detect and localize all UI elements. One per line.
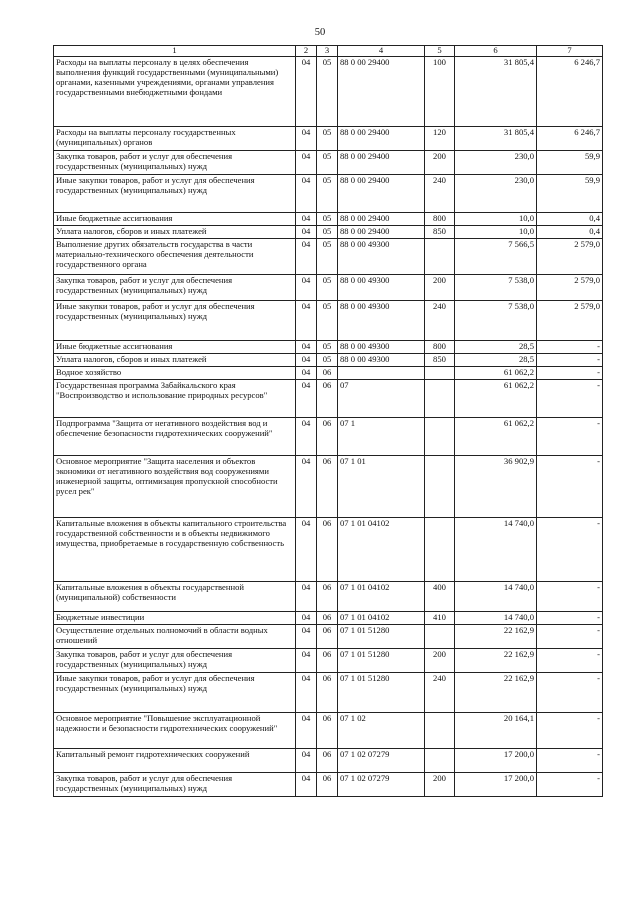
subsection-code-cell: 06 [317, 748, 338, 772]
section-code-cell: 04 [296, 517, 317, 581]
amount-actual-cell: - [537, 379, 603, 417]
table-row [54, 417, 603, 455]
table-row [54, 225, 603, 238]
section-code-cell: 04 [296, 56, 317, 126]
section-code-cell: 04 [296, 648, 317, 672]
target-article-cell [338, 366, 425, 379]
section-code-cell: 04 [296, 126, 317, 150]
target-article-cell: 88 0 00 49300 [338, 300, 425, 340]
column-header: 5 [425, 46, 455, 57]
expense-type-cell: 100 [425, 56, 455, 126]
subsection-code-cell: 06 [317, 611, 338, 624]
target-article-cell: 07 1 01 [338, 455, 425, 517]
expense-type-cell: 200 [425, 274, 455, 300]
section-code-cell: 04 [296, 611, 317, 624]
amount-actual-cell: 2 579,0 [537, 274, 603, 300]
table-row [54, 340, 603, 353]
target-article-cell: 07 1 01 51280 [338, 648, 425, 672]
target-article-cell: 88 0 00 29400 [338, 225, 425, 238]
expense-type-cell [425, 455, 455, 517]
expense-type-cell: 200 [425, 150, 455, 174]
expense-type-cell [425, 517, 455, 581]
target-article-cell: 88 0 00 49300 [338, 274, 425, 300]
subsection-code-cell: 05 [317, 300, 338, 340]
table-row [54, 712, 603, 748]
expense-type-cell: 240 [425, 174, 455, 212]
amount-plan-cell: 7 566,5 [455, 238, 537, 274]
row-name-cell: Капитальные вложения в объекты капитального строительства государственной собственности и в объекты недвижимого имущества, приобретаемые в государственную собственность [54, 517, 296, 581]
subsection-code-cell: 06 [317, 712, 338, 748]
row-name-cell: Уплата налогов, сборов и иных платежей [54, 353, 296, 366]
amount-plan-cell: 28,5 [455, 353, 537, 366]
expense-type-cell: 240 [425, 300, 455, 340]
section-code-cell: 04 [296, 417, 317, 455]
table-row [54, 150, 603, 174]
target-article-cell: 07 1 02 07279 [338, 772, 425, 796]
amount-plan-cell: 20 164,1 [455, 712, 537, 748]
row-name-cell: Государственная программа Забайкальского края "Воспроизводство и использование природных ресурсов" [54, 379, 296, 417]
table-row [54, 611, 603, 624]
target-article-cell: 07 1 01 04102 [338, 611, 425, 624]
row-name-cell: Иные бюджетные ассигнования [54, 212, 296, 225]
amount-actual-cell: 0,4 [537, 225, 603, 238]
expense-type-cell: 850 [425, 225, 455, 238]
target-article-cell: 88 0 00 49300 [338, 353, 425, 366]
subsection-code-cell: 05 [317, 212, 338, 225]
row-name-cell: Капитальные вложения в объекты государственной (муниципальной) собственности [54, 581, 296, 611]
amount-plan-cell: 36 902,9 [455, 455, 537, 517]
expense-type-cell: 120 [425, 126, 455, 150]
section-code-cell: 04 [296, 712, 317, 748]
amount-actual-cell: 59,9 [537, 150, 603, 174]
amount-plan-cell: 14 740,0 [455, 611, 537, 624]
section-code-cell: 04 [296, 212, 317, 225]
table-row [54, 648, 603, 672]
subsection-code-cell: 05 [317, 174, 338, 212]
table-row [54, 672, 603, 712]
amount-actual-cell: 6 246,7 [537, 126, 603, 150]
amount-actual-cell: - [537, 417, 603, 455]
amount-actual-cell: - [537, 772, 603, 796]
expense-type-cell: 850 [425, 353, 455, 366]
table-row [54, 238, 603, 274]
amount-actual-cell: 6 246,7 [537, 56, 603, 126]
row-name-cell: Выполнение других обязательств государства в части материально-технического обеспечения деятельности государственного органа [54, 238, 296, 274]
amount-plan-cell: 7 538,0 [455, 274, 537, 300]
row-name-cell: Закупка товаров, работ и услуг для обеспечения государственных (муниципальных) нужд [54, 772, 296, 796]
table-row [54, 748, 603, 772]
section-code-cell: 04 [296, 772, 317, 796]
header-row [54, 46, 603, 57]
subsection-code-cell: 06 [317, 379, 338, 417]
amount-actual-cell: - [537, 340, 603, 353]
amount-plan-cell: 230,0 [455, 174, 537, 212]
budget-table [53, 45, 603, 797]
table-row [54, 772, 603, 796]
table-row [54, 624, 603, 648]
section-code-cell: 04 [296, 300, 317, 340]
section-code-cell: 04 [296, 274, 317, 300]
column-header: 7 [537, 46, 603, 57]
amount-plan-cell: 10,0 [455, 212, 537, 225]
column-header: 4 [338, 46, 425, 57]
section-code-cell: 04 [296, 353, 317, 366]
target-article-cell: 88 0 00 29400 [338, 174, 425, 212]
row-name-cell: Водное хозяйство [54, 366, 296, 379]
target-article-cell: 88 0 00 29400 [338, 150, 425, 174]
section-code-cell: 04 [296, 581, 317, 611]
row-name-cell: Осуществление отдельных полномочий в области водных отношений [54, 624, 296, 648]
subsection-code-cell: 06 [317, 581, 338, 611]
expense-type-cell: 410 [425, 611, 455, 624]
target-article-cell: 88 0 00 29400 [338, 56, 425, 126]
expense-type-cell: 200 [425, 648, 455, 672]
expense-type-cell [425, 417, 455, 455]
amount-plan-cell: 22 162,9 [455, 648, 537, 672]
subsection-code-cell: 06 [317, 772, 338, 796]
amount-plan-cell: 22 162,9 [455, 624, 537, 648]
amount-plan-cell: 61 062,2 [455, 417, 537, 455]
amount-actual-cell: - [537, 672, 603, 712]
amount-actual-cell: - [537, 624, 603, 648]
subsection-code-cell: 06 [317, 672, 338, 712]
amount-plan-cell: 31 805,4 [455, 56, 537, 126]
section-code-cell: 04 [296, 174, 317, 212]
row-name-cell: Иные бюджетные ассигнования [54, 340, 296, 353]
row-name-cell: Основное мероприятие "Защита населения и объектов экономики от негативного воздействия вод сооружениями инженерной защиты, оптимизация пропускной способности русел рек" [54, 455, 296, 517]
target-article-cell: 88 0 00 29400 [338, 212, 425, 225]
target-article-cell: 07 1 01 04102 [338, 517, 425, 581]
column-header: 6 [455, 46, 537, 57]
expense-type-cell: 400 [425, 581, 455, 611]
amount-plan-cell: 14 740,0 [455, 517, 537, 581]
subsection-code-cell: 06 [317, 624, 338, 648]
table-row [54, 581, 603, 611]
page-number: 50 [314, 27, 326, 38]
row-name-cell: Иные закупки товаров, работ и услуг для обеспечения государственных (муниципальных) нужд [54, 672, 296, 712]
target-article-cell: 07 1 02 [338, 712, 425, 748]
amount-plan-cell: 61 062,2 [455, 379, 537, 417]
column-header: 3 [317, 46, 338, 57]
table-row [54, 274, 603, 300]
section-code-cell: 04 [296, 150, 317, 174]
row-name-cell: Подпрограмма "Защита от негативного воздействия вод и обеспечение безопасности гидротехнических сооружений" [54, 417, 296, 455]
subsection-code-cell: 05 [317, 126, 338, 150]
expense-type-cell [425, 366, 455, 379]
row-name-cell: Расходы на выплаты персоналу в целях обеспечения выполнения функций государственными (муниципальными) органами, казенными учреждениями, органами управления государственными внебюджетными фондами [54, 56, 296, 126]
amount-actual-cell: 2 579,0 [537, 300, 603, 340]
section-code-cell: 04 [296, 379, 317, 417]
amount-actual-cell: 0,4 [537, 212, 603, 225]
subsection-code-cell: 05 [317, 274, 338, 300]
table-row [54, 517, 603, 581]
section-code-cell: 04 [296, 340, 317, 353]
expense-type-cell [425, 712, 455, 748]
table-row [54, 366, 603, 379]
row-name-cell: Закупка товаров, работ и услуг для обеспечения государственных (муниципальных) нужд [54, 150, 296, 174]
subsection-code-cell: 06 [317, 417, 338, 455]
amount-plan-cell: 14 740,0 [455, 581, 537, 611]
amount-plan-cell: 7 538,0 [455, 300, 537, 340]
amount-actual-cell: - [537, 517, 603, 581]
table-row [54, 455, 603, 517]
amount-actual-cell: - [537, 366, 603, 379]
amount-plan-cell: 31 805,4 [455, 126, 537, 150]
row-name-cell: Бюджетные инвестиции [54, 611, 296, 624]
expense-type-cell [425, 238, 455, 274]
amount-plan-cell: 17 200,0 [455, 772, 537, 796]
column-header: 2 [296, 46, 317, 57]
target-article-cell: 88 0 00 49300 [338, 340, 425, 353]
table-row [54, 56, 603, 126]
target-article-cell: 88 0 00 49300 [338, 238, 425, 274]
row-name-cell: Основное мероприятие "Повышение эксплуатационной надежности и безопасности гидротехнических сооружений" [54, 712, 296, 748]
section-code-cell: 04 [296, 455, 317, 517]
amount-actual-cell: 59,9 [537, 174, 603, 212]
target-article-cell: 07 1 01 04102 [338, 581, 425, 611]
target-article-cell: 07 1 01 51280 [338, 624, 425, 648]
expense-type-cell: 800 [425, 212, 455, 225]
table-row [54, 174, 603, 212]
target-article-cell: 88 0 00 29400 [338, 126, 425, 150]
subsection-code-cell: 06 [317, 517, 338, 581]
section-code-cell: 04 [296, 225, 317, 238]
row-name-cell: Закупка товаров, работ и услуг для обеспечения государственных (муниципальных) нужд [54, 648, 296, 672]
amount-plan-cell: 61 062,2 [455, 366, 537, 379]
amount-plan-cell: 10,0 [455, 225, 537, 238]
section-code-cell: 04 [296, 672, 317, 712]
section-code-cell: 04 [296, 748, 317, 772]
amount-actual-cell: - [537, 748, 603, 772]
amount-actual-cell: - [537, 648, 603, 672]
subsection-code-cell: 05 [317, 238, 338, 274]
expense-type-cell: 240 [425, 672, 455, 712]
table-row [54, 353, 603, 366]
column-header: 1 [54, 46, 296, 57]
row-name-cell: Уплата налогов, сборов и иных платежей [54, 225, 296, 238]
subsection-code-cell: 05 [317, 225, 338, 238]
expense-type-cell [425, 748, 455, 772]
subsection-code-cell: 05 [317, 56, 338, 126]
table-row [54, 300, 603, 340]
expense-type-cell: 800 [425, 340, 455, 353]
row-name-cell: Капитальный ремонт гидротехнических сооружений [54, 748, 296, 772]
amount-plan-cell: 17 200,0 [455, 748, 537, 772]
section-code-cell: 04 [296, 366, 317, 379]
subsection-code-cell: 06 [317, 366, 338, 379]
row-name-cell: Закупка товаров, работ и услуг для обеспечения государственных (муниципальных) нужд [54, 274, 296, 300]
amount-actual-cell: 2 579,0 [537, 238, 603, 274]
table-row [54, 126, 603, 150]
target-article-cell: 07 1 01 51280 [338, 672, 425, 712]
subsection-code-cell: 05 [317, 150, 338, 174]
expense-type-cell [425, 624, 455, 648]
amount-plan-cell: 22 162,9 [455, 672, 537, 712]
subsection-code-cell: 05 [317, 353, 338, 366]
expense-type-cell [425, 379, 455, 417]
section-code-cell: 04 [296, 624, 317, 648]
section-code-cell: 04 [296, 238, 317, 274]
amount-actual-cell: - [537, 611, 603, 624]
subsection-code-cell: 05 [317, 340, 338, 353]
amount-actual-cell: - [537, 712, 603, 748]
table-row [54, 379, 603, 417]
target-article-cell: 07 1 [338, 417, 425, 455]
row-name-cell: Расходы на выплаты персоналу государственных (муниципальных) органов [54, 126, 296, 150]
amount-actual-cell: - [537, 455, 603, 517]
amount-plan-cell: 230,0 [455, 150, 537, 174]
amount-plan-cell: 28,5 [455, 340, 537, 353]
expense-type-cell: 200 [425, 772, 455, 796]
subsection-code-cell: 06 [317, 455, 338, 517]
row-name-cell: Иные закупки товаров, работ и услуг для обеспечения государственных (муниципальных) нужд [54, 300, 296, 340]
row-name-cell: Иные закупки товаров, работ и услуг для обеспечения государственных (муниципальных) нужд [54, 174, 296, 212]
subsection-code-cell: 06 [317, 648, 338, 672]
table-body [54, 56, 603, 796]
amount-actual-cell: - [537, 353, 603, 366]
amount-actual-cell: - [537, 581, 603, 611]
target-article-cell: 07 [338, 379, 425, 417]
table-row [54, 212, 603, 225]
target-article-cell: 07 1 02 07279 [338, 748, 425, 772]
